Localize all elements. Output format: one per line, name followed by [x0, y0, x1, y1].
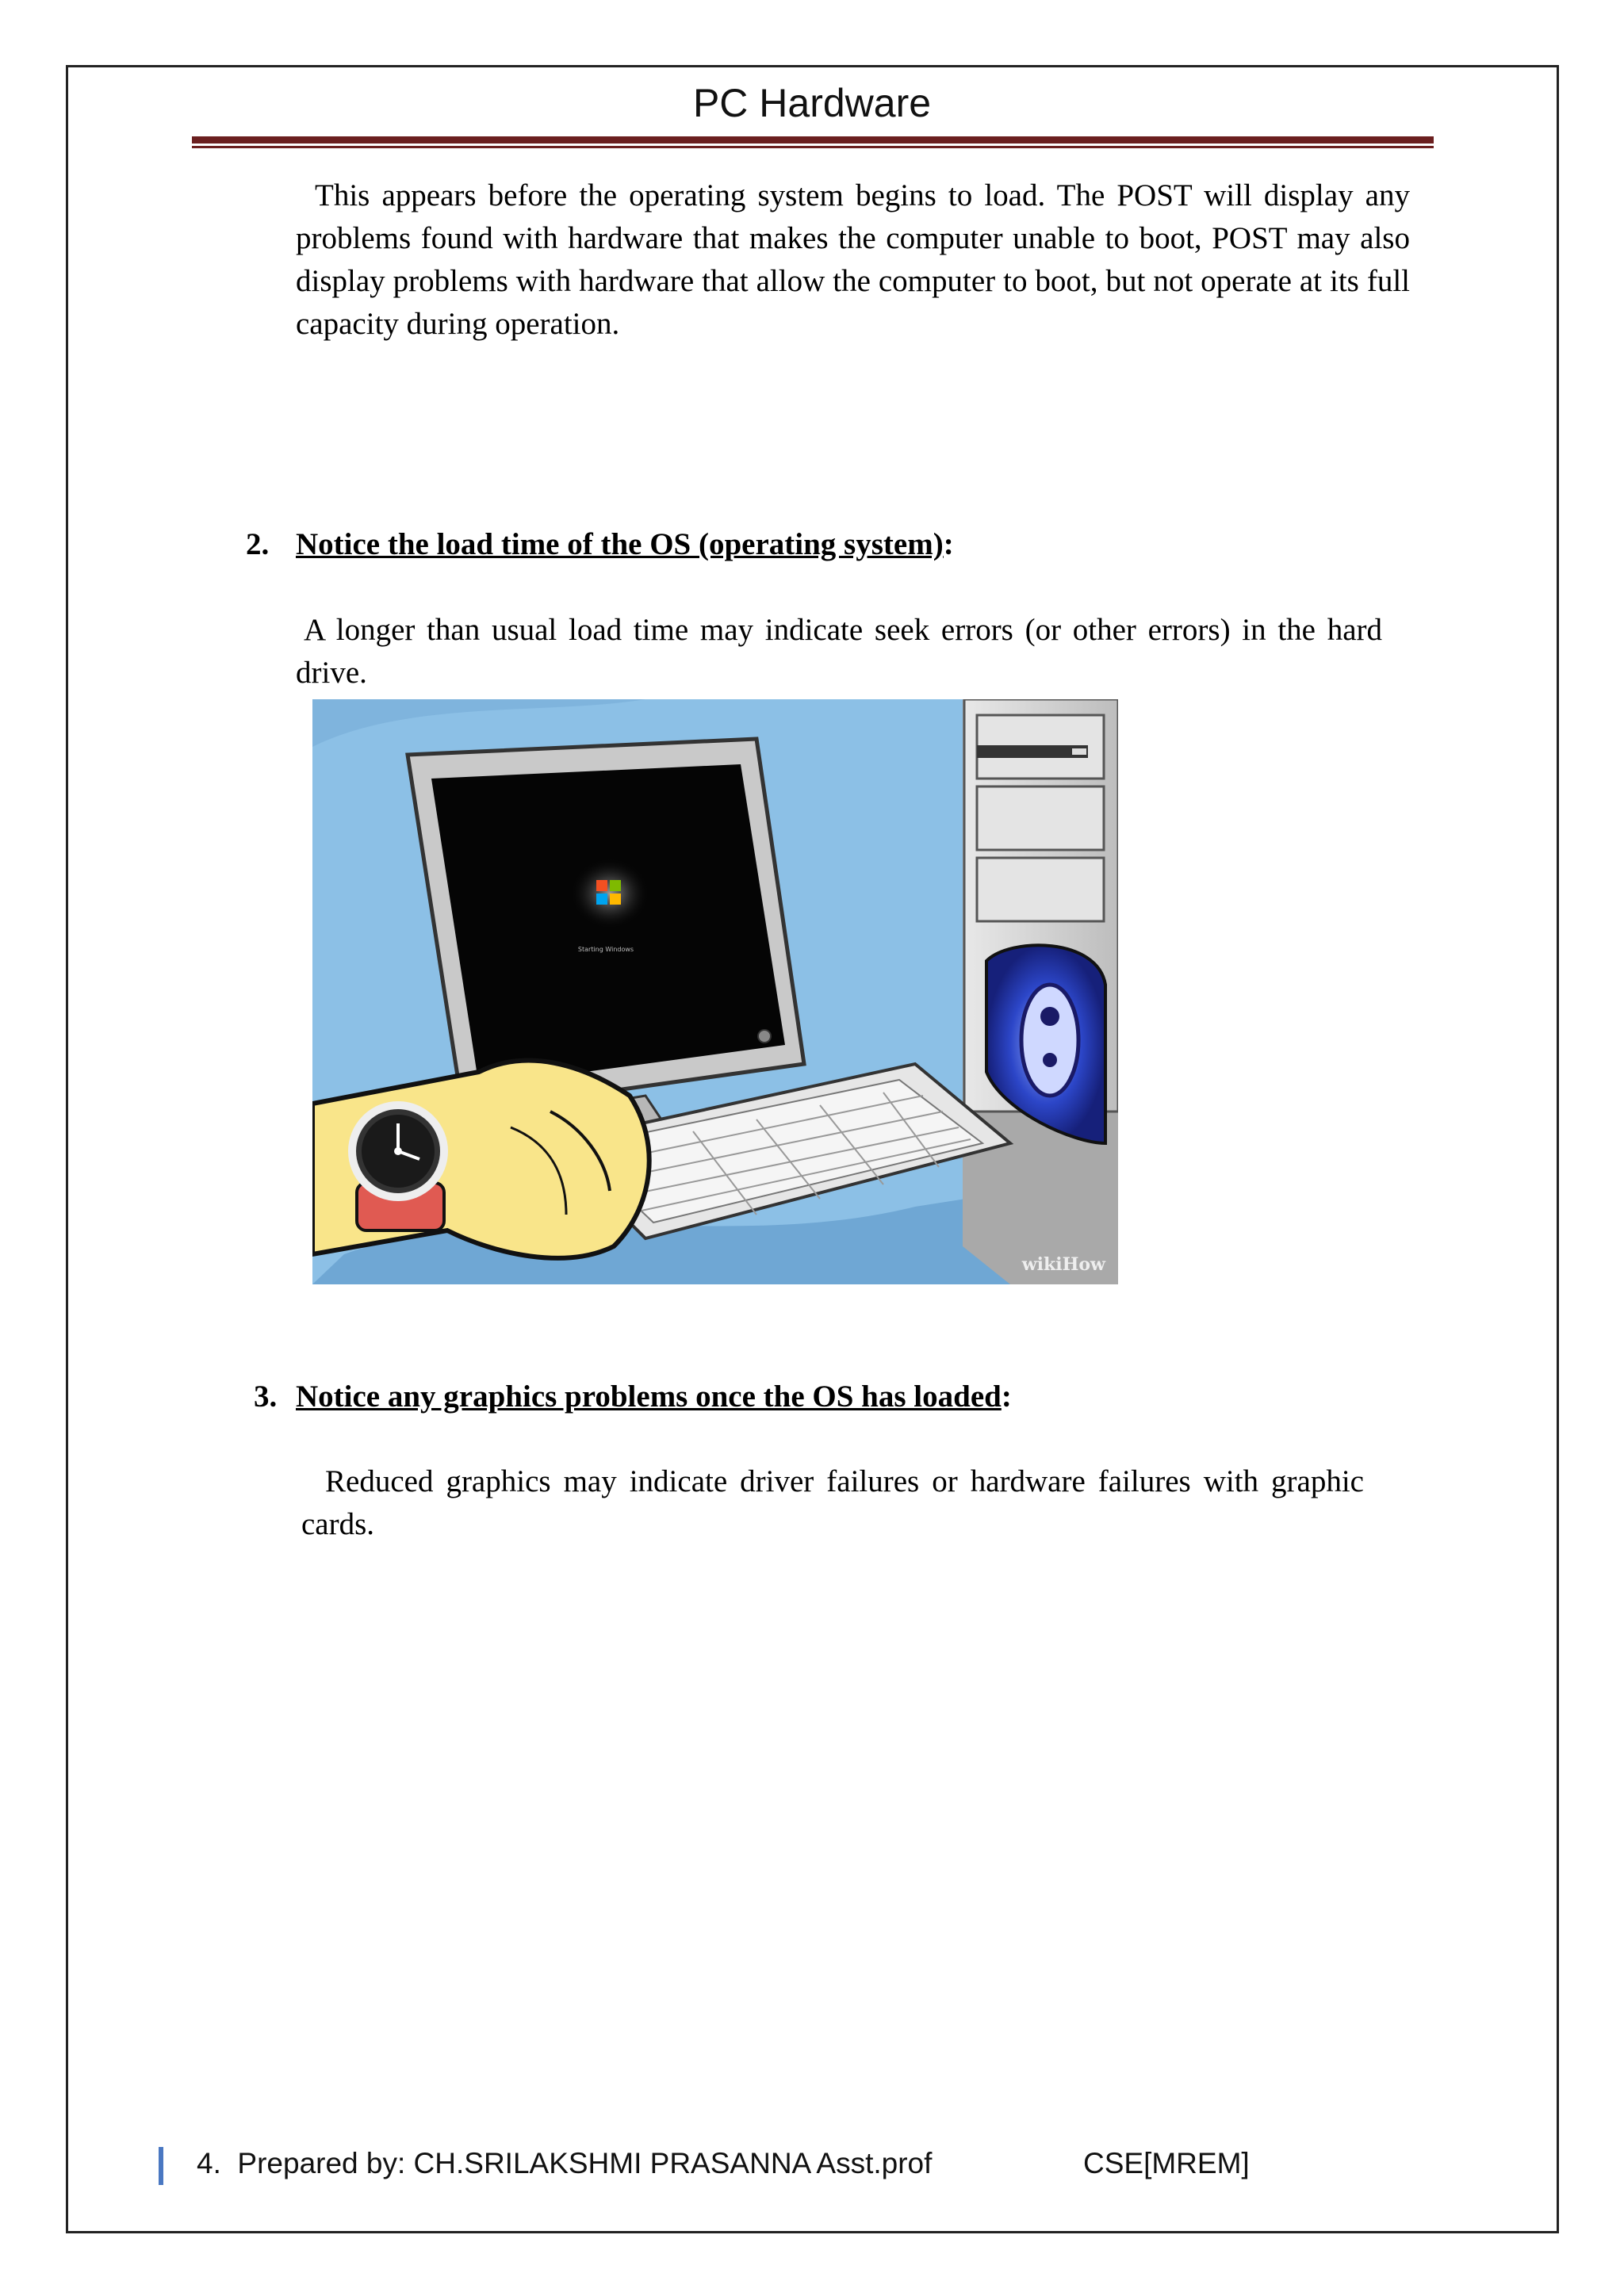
footer-department: CSE[MREM] [1083, 2147, 1250, 2179]
header-rule [192, 136, 1434, 144]
section-2-title: Notice the load time of the OS (operating system) [296, 527, 944, 561]
footer-page-number: 4. [197, 2147, 221, 2179]
section-2-paragraph: A longer than usual load time may indicate seek errors (or other errors) in the hard drive. [296, 613, 1382, 690]
section-2-number: 2. [246, 527, 270, 561]
section-2-heading [246, 523, 954, 566]
section-3-heading [254, 1376, 1012, 1418]
footer-author [197, 2142, 932, 2185]
section-3-paragraph: Reduced graphics may indicate driver failures or hardware failures with graphic cards. [301, 1464, 1364, 1541]
header-rule-thin [192, 146, 1434, 148]
footer-accent-bar [159, 2147, 163, 2185]
page-title: PC Hardware [692, 81, 932, 125]
footer-prepared-by: Prepared by: CH.SRILAKSHMI PRASANNA Asst.prof [237, 2147, 933, 2179]
wikihow-watermark: wikiHow [1021, 1254, 1105, 1275]
screen-boot-text: Starting Windows [577, 946, 634, 953]
section-3-colon: : [1001, 1380, 1012, 1414]
post-description-paragraph: This appears before the operating system begins to load. The POST will display any problems found with hardware that makes the computer unable to boot, POST may also display problems with hardware that allow the computer to boot, but not operate at its full capacity during operation. [296, 178, 1410, 341]
section-2-colon: : [943, 527, 954, 561]
section-3-title: Notice any graphics problems once the OS has loaded [296, 1380, 1002, 1414]
computer-illustration [312, 699, 1118, 1284]
section-3-number: 3. [254, 1380, 278, 1414]
